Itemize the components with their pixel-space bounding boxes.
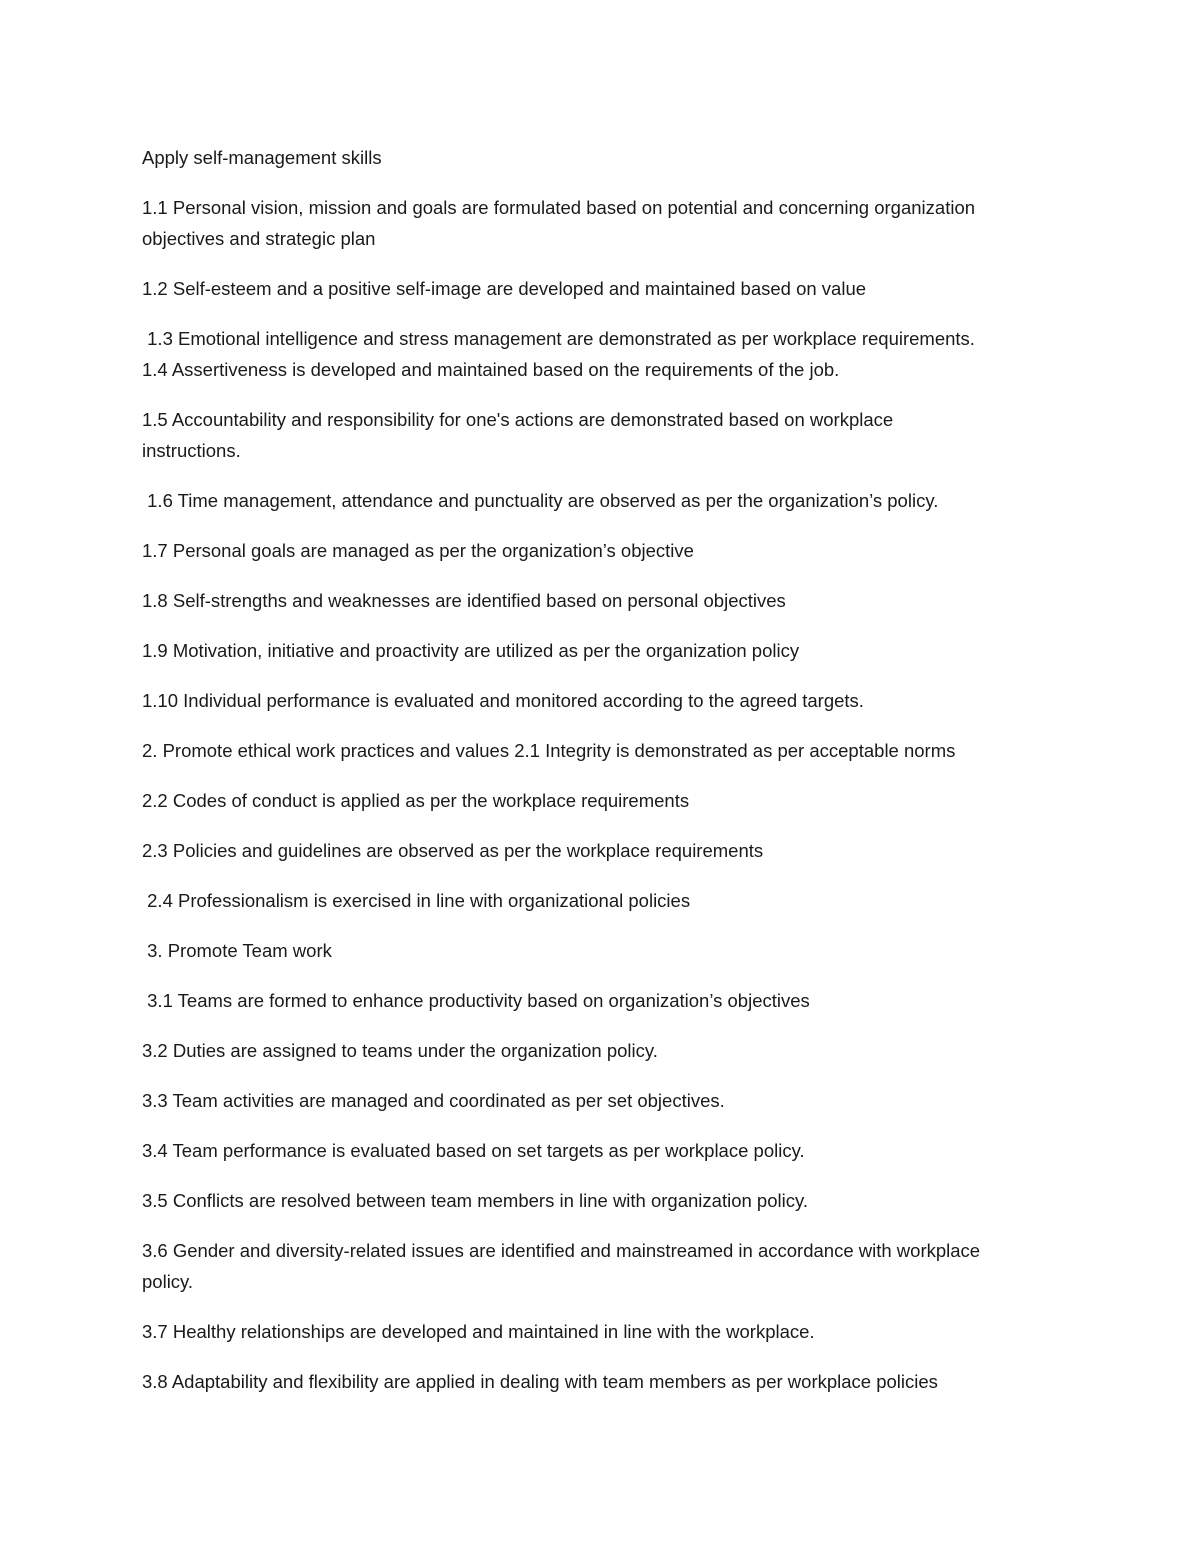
paragraph [142, 1366, 1062, 1397]
paragraph [142, 1085, 1062, 1116]
paragraph-line: 3.8 Adaptability and flexibility are applied in dealing with team members as per workplace policies [142, 1371, 938, 1392]
paragraph [142, 1035, 1062, 1066]
paragraph-line: 3.6 Gender and diversity-related issues are identified and mainstreamed in accordance with workplace [142, 1240, 981, 1261]
paragraph [142, 323, 1062, 385]
paragraph-line: 1.10 Individual performance is evaluated and monitored according to the agreed targets. [142, 690, 864, 711]
paragraph-line: 1.4 Assertiveness is developed and maintained based on the requirements of the job. [142, 359, 840, 380]
paragraph [142, 585, 1062, 616]
paragraph-line: 1.7 Personal goals are managed as per the organization’s objective [142, 540, 694, 561]
paragraph-line: 1.8 Self-strengths and weaknesses are identified based on personal objectives [142, 590, 786, 611]
paragraph-line: 3.5 Conflicts are resolved between team members in line with organization policy. [142, 1190, 808, 1211]
paragraph [142, 1235, 1062, 1297]
paragraph-line: instructions. [142, 440, 241, 461]
paragraph [142, 1316, 1062, 1347]
paragraph-line: 1.1 Personal vision, mission and goals are formulated based on potential and concerning organization [142, 197, 976, 218]
paragraph-line: objectives and strategic plan [142, 228, 376, 249]
paragraph-line: 2. Promote ethical work practices and values 2.1 Integrity is demonstrated as per acceptable norms [142, 740, 956, 761]
paragraph [142, 635, 1062, 666]
paragraph-line: 2.3 Policies and guidelines are observed as per the workplace requirements [142, 840, 764, 861]
document-title: Apply self-management skills [142, 147, 382, 168]
paragraph-line: 1.3 Emotional intelligence and stress management are demonstrated as per workplace requirements. [142, 328, 975, 349]
paragraph [142, 1135, 1062, 1166]
paragraph [142, 785, 1062, 816]
paragraph-line: 1.5 Accountability and responsibility for one's actions are demonstrated based on workplace [142, 409, 894, 430]
paragraph-line: 3. Promote Team work [142, 940, 332, 961]
paragraph [142, 192, 1062, 254]
paragraph-line: 2.4 Professionalism is exercised in line with organizational policies [142, 890, 691, 911]
paragraph-line: 1.6 Time management, attendance and punctuality are observed as per the organization’s policy. [142, 490, 939, 511]
paragraph [142, 885, 1062, 916]
paragraph [142, 485, 1062, 516]
paragraph [142, 685, 1062, 716]
document-body [142, 142, 1062, 1416]
paragraph [142, 985, 1062, 1016]
paragraph-line: policy. [142, 1271, 194, 1292]
paragraph-line: 3.2 Duties are assigned to teams under the organization policy. [142, 1040, 658, 1061]
paragraph-line: 1.9 Motivation, initiative and proactivity are utilized as per the organization policy [142, 640, 800, 661]
paragraph-line: 3.4 Team performance is evaluated based on set targets as per workplace policy. [142, 1140, 805, 1161]
paragraph-line: 3.7 Healthy relationships are developed and maintained in line with the workplace. [142, 1321, 815, 1342]
paragraph [142, 535, 1062, 566]
paragraph-list [142, 192, 1062, 1397]
paragraph [142, 404, 1062, 466]
paragraph [142, 1185, 1062, 1216]
paragraph-line: 3.3 Team activities are managed and coordinated as per set objectives. [142, 1090, 725, 1111]
paragraph [142, 935, 1062, 966]
paragraph [142, 835, 1062, 866]
paragraph [142, 735, 1062, 766]
paragraph-line: 1.2 Self-esteem and a positive self-image are developed and maintained based on value [142, 278, 867, 299]
paragraph-line: 3.1 Teams are formed to enhance productivity based on organization’s objectives [142, 990, 810, 1011]
paragraph-line: 2.2 Codes of conduct is applied as per the workplace requirements [142, 790, 690, 811]
paragraph [142, 273, 1062, 304]
